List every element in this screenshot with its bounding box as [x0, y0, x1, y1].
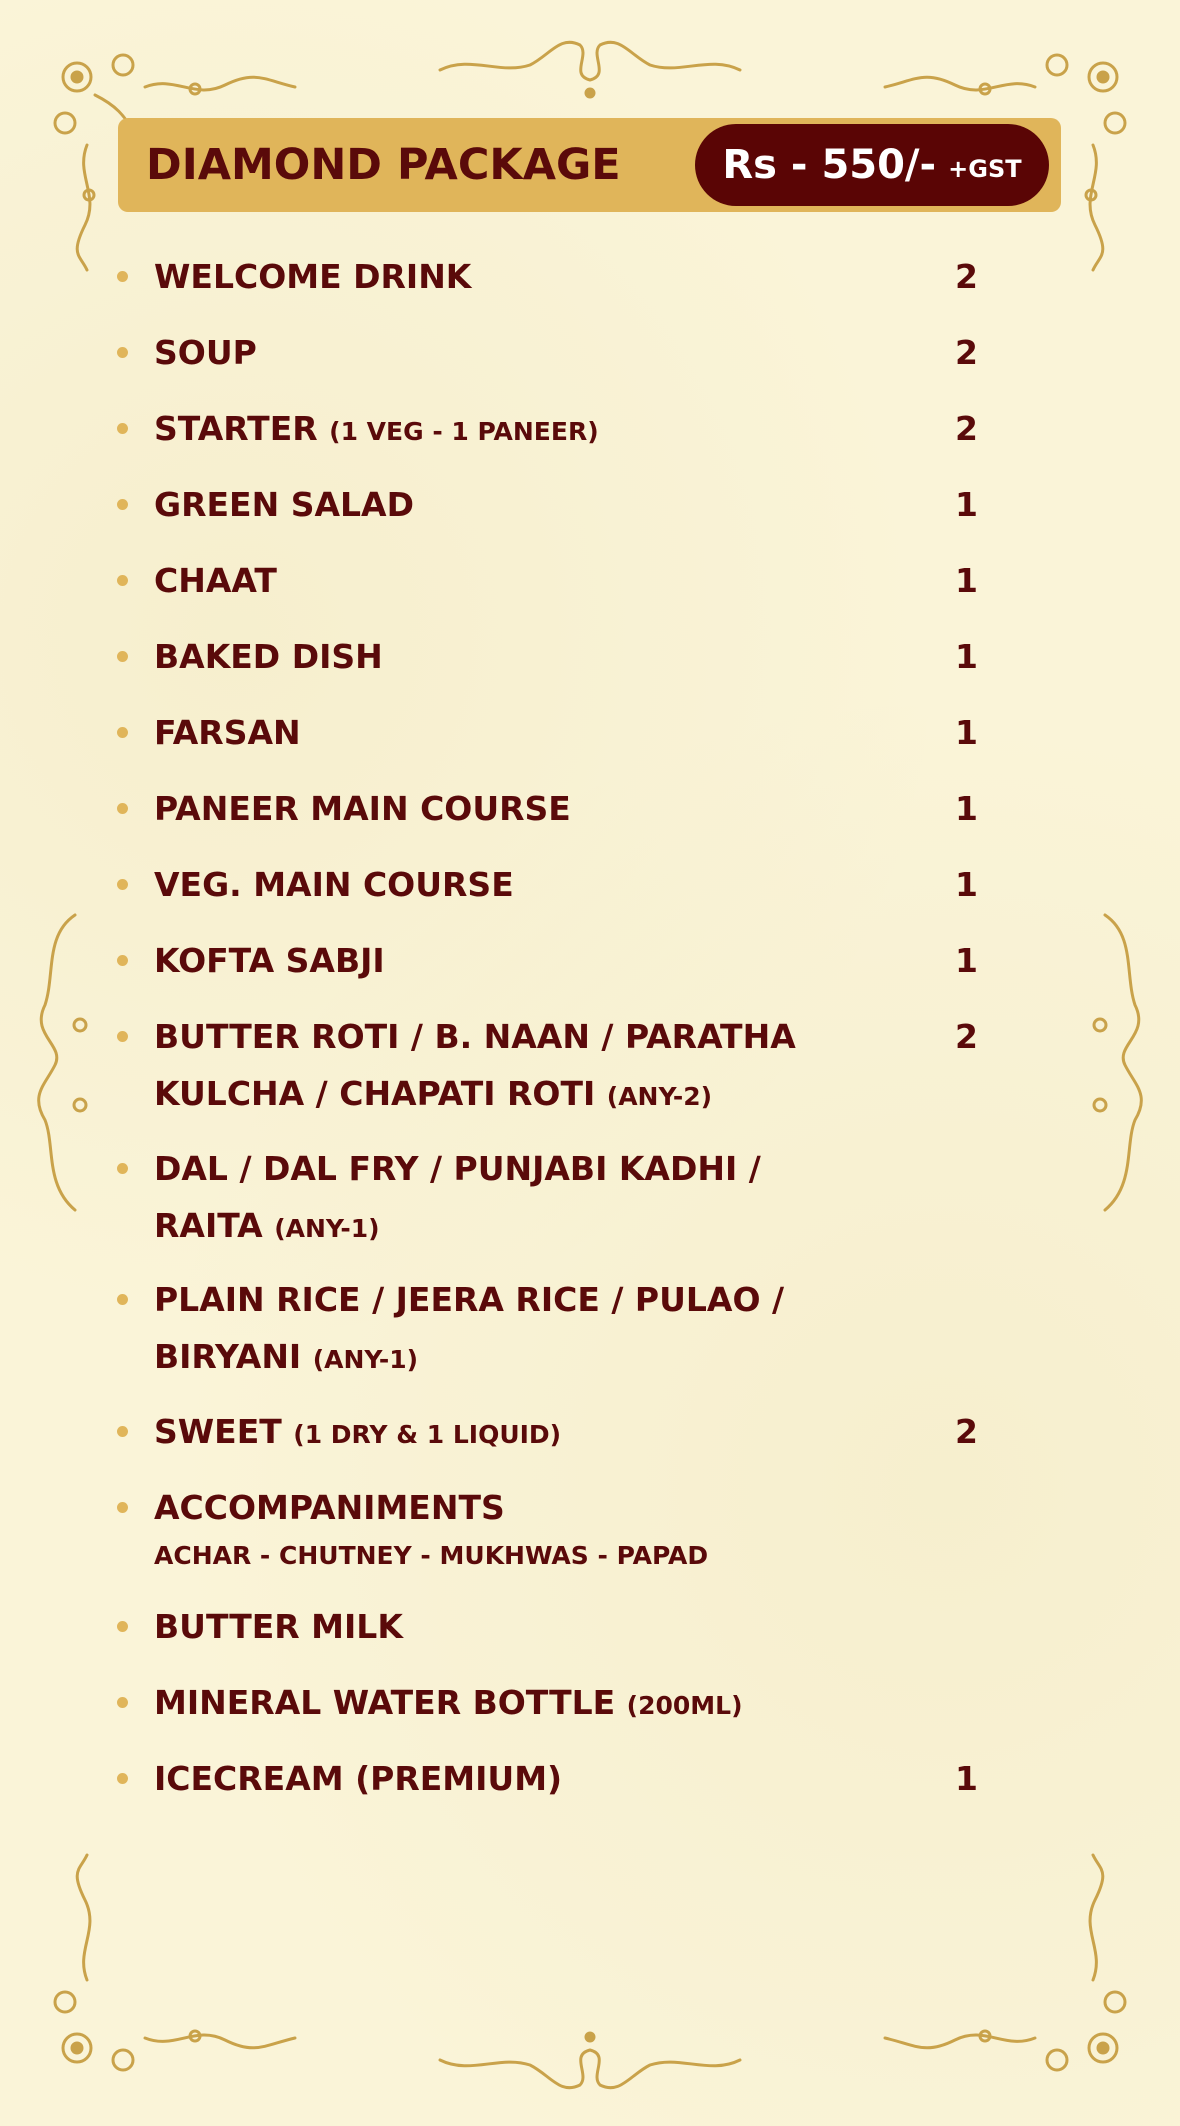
item-name-continued: KULCHA / CHAPATI ROTI [154, 1074, 596, 1113]
item-name-line [154, 406, 599, 455]
item-quantity: 1 [955, 865, 978, 904]
item-quantity: 1 [955, 941, 978, 980]
item-name: VEG. MAIN COURSE [154, 865, 514, 904]
item-name-line-2 [154, 1203, 380, 1252]
bullet-dot [117, 499, 128, 510]
floral-corner-ornament-bottom-right [865, 1850, 1155, 2100]
item-note: (ANY-1) [312, 1345, 419, 1374]
price-tax-label: +GST [948, 155, 1022, 183]
bullet-dot [117, 1426, 128, 1437]
item-name: WELCOME DRINK [154, 257, 472, 296]
item-name-line [154, 1409, 561, 1458]
item-subtext: ACHAR - CHUTNEY - MUKHWAS - PAPAD [154, 1541, 709, 1570]
item-name-line-2 [154, 1071, 712, 1120]
item-name: BUTTER MILK [154, 1607, 403, 1646]
package-title: DIAMOND PACKAGE [146, 140, 621, 190]
item-name: PANEER MAIN COURSE [154, 789, 571, 828]
item-name: KOFTA SABJI [154, 941, 385, 980]
item-quantity: 2 [955, 409, 978, 448]
bullet-dot [117, 1031, 128, 1042]
bullet-dot [117, 651, 128, 662]
item-quantity: 1 [955, 789, 978, 828]
item-name-continued: RAITA [154, 1206, 263, 1245]
bullet-dot [117, 1294, 128, 1305]
item-quantity: 1 [955, 713, 978, 752]
item-name: SOUP [154, 333, 257, 372]
item-name: FARSAN [154, 713, 301, 752]
item-name: CHAAT [154, 561, 277, 600]
item-quantity: 1 [955, 1759, 978, 1798]
item-quantity: 2 [955, 333, 978, 372]
bullet-dot [117, 1697, 128, 1708]
bullet-dot [117, 423, 128, 434]
bullet-dot [117, 1163, 128, 1174]
item-note: (1 VEG - 1 PANEER) [329, 417, 599, 446]
item-note: (1 DRY & 1 LIQUID) [293, 1420, 562, 1449]
scroll-flourish-ornament-bottom [430, 2025, 750, 2105]
item-note: (ANY-2) [606, 1082, 713, 1111]
item-name: BUTTER ROTI / B. NAAN / PARATHA [154, 1017, 796, 1056]
bullet-dot [117, 347, 128, 358]
bullet-dot [117, 1773, 128, 1784]
item-name-continued: BIRYANI [154, 1337, 302, 1376]
item-name-line [154, 1680, 743, 1729]
bullet-dot [117, 803, 128, 814]
item-quantity: 2 [955, 1412, 978, 1451]
price-amount: Rs - 550/- [722, 142, 937, 188]
item-quantity: 2 [955, 257, 978, 296]
item-name: DAL / DAL FRY / PUNJABI KADHI / [154, 1149, 761, 1188]
item-name: SWEET [154, 1412, 282, 1451]
side-swirl-ornament-right [1075, 905, 1155, 1220]
item-name: MINERAL WATER BOTTLE [154, 1683, 616, 1722]
bullet-dot [117, 1621, 128, 1632]
price-badge [695, 124, 1049, 206]
item-name: PLAIN RICE / JEERA RICE / PULAO / [154, 1280, 785, 1319]
item-quantity: 1 [955, 637, 978, 676]
item-name: BAKED DISH [154, 637, 383, 676]
item-note: (ANY-1) [274, 1214, 380, 1243]
bullet-dot [117, 575, 128, 586]
item-note: (200ML) [626, 1691, 743, 1720]
item-name-line-2 [154, 1334, 418, 1383]
scroll-flourish-ornament-top [430, 25, 750, 105]
bullet-dot [117, 727, 128, 738]
item-quantity: 1 [955, 485, 978, 524]
bullet-dot [117, 1502, 128, 1513]
item-name: STARTER [154, 409, 318, 448]
package-header [118, 118, 1061, 212]
floral-corner-ornament-bottom-left [25, 1850, 315, 2100]
item-quantity: 1 [955, 561, 978, 600]
item-quantity: 2 [955, 1017, 978, 1056]
item-name: GREEN SALAD [154, 485, 414, 524]
bullet-dot [117, 879, 128, 890]
bullet-dot [117, 271, 128, 282]
item-name: ICECREAM (PREMIUM) [154, 1759, 563, 1798]
side-swirl-ornament-left [25, 905, 105, 1220]
bullet-dot [117, 955, 128, 966]
item-name: ACCOMPANIMENTS [154, 1488, 505, 1527]
